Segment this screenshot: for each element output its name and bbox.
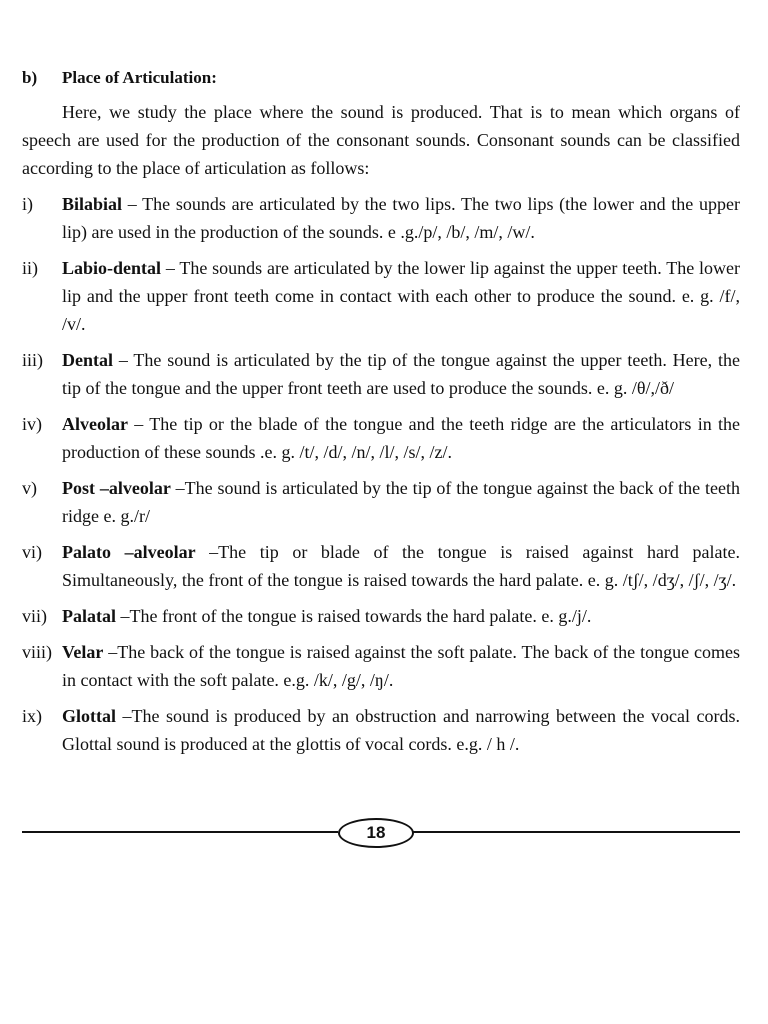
item-text: – The sounds are articulated by the two lips. The two lips (the lower and the upper lip) are used in the production of the sounds. e .g./p/, /b/, /m/, /w/. (62, 194, 740, 242)
item-text: –The back of the tongue is raised against the soft palate. The back of the tongue comes in contact with the soft palate. e.g. /k/, /g/, /ŋ/. (62, 642, 740, 690)
item-number: viii) (22, 642, 52, 662)
item-term: Palato –alveolar (62, 542, 196, 562)
footer-rule-right (412, 831, 740, 833)
item-body (62, 602, 740, 630)
item-term: Palatal (62, 606, 116, 626)
list-item (22, 474, 740, 530)
page-footer (22, 818, 740, 848)
section-heading (22, 68, 740, 88)
item-number: ix) (22, 706, 42, 726)
item-term: Dental (62, 350, 113, 370)
item-term: Labio-dental (62, 258, 162, 278)
item-number: v) (22, 478, 37, 498)
section-number: b) (22, 68, 38, 87)
item-term: Post –alveolar (62, 478, 171, 498)
item-body (62, 190, 740, 246)
item-text: – The tip or the blade of the tongue and the teeth ridge are the articulators in the production of these sounds .e. g. /t/, /d/, /n/, /l/, /s/, /z/. (62, 414, 740, 462)
page-content (22, 68, 740, 766)
item-text: –The sound is produced by an obstruction and narrowing between the vocal cords. Glottal sound is produced at the glottis of vocal cords. e.g. / h /. (62, 706, 740, 754)
page-number: 18 (338, 818, 414, 848)
list-item (22, 638, 740, 694)
item-term: Alveolar (62, 414, 128, 434)
item-body (62, 538, 740, 594)
list-item (22, 702, 740, 758)
item-body (62, 346, 740, 402)
item-number: i) (22, 194, 33, 214)
item-number: iv) (22, 414, 42, 434)
section-title: Place of Articulation: (62, 68, 217, 87)
item-body (62, 702, 740, 758)
item-number: vi) (22, 542, 42, 562)
item-text: – The sound is articulated by the tip of the tongue against the upper teeth. Here, the tip of the tongue and the upper front teeth are used to produce the sounds. e. g. /θ/,/ð/ (62, 350, 740, 398)
list-item (22, 346, 740, 402)
item-text: – The sounds are articulated by the lower lip against the upper teeth. The lower lip and the upper front teeth come in contact with each other to produce the sound. e. g. /f/, /v/. (62, 258, 740, 334)
item-term: Velar (62, 642, 104, 662)
item-text: –The tip or blade of the tongue is raised against hard palate. Simultaneously, the front of the tongue is raised towards the hard palate. e. g. /tʃ/, /dʒ/, /ʃ/, /ʒ/. (62, 542, 740, 590)
list-item (22, 254, 740, 338)
item-number: iii) (22, 350, 43, 370)
item-body (62, 474, 740, 530)
list-item (22, 602, 740, 630)
item-text: –The front of the tongue is raised towards the hard palate. e. g./j/. (116, 606, 592, 626)
list-item (22, 190, 740, 246)
intro-paragraph: Here, we study the place where the sound is produced. That is to mean which organs of speech are used for the production of the consonant sounds. Consonant sounds can be classified according to the place of articulation as follows: (22, 102, 740, 178)
item-body (62, 638, 740, 694)
item-body (62, 254, 740, 338)
item-term: Glottal (62, 706, 116, 726)
item-number: vii) (22, 606, 47, 626)
item-body (62, 410, 740, 466)
item-text: –The sound is articulated by the tip of the tongue against the back of the teeth ridge e. g./r/ (62, 478, 740, 526)
item-number: ii) (22, 258, 38, 278)
list-item (22, 410, 740, 466)
footer-rule-left (22, 831, 338, 833)
item-term: Bilabial (62, 194, 123, 214)
list-item (22, 538, 740, 594)
